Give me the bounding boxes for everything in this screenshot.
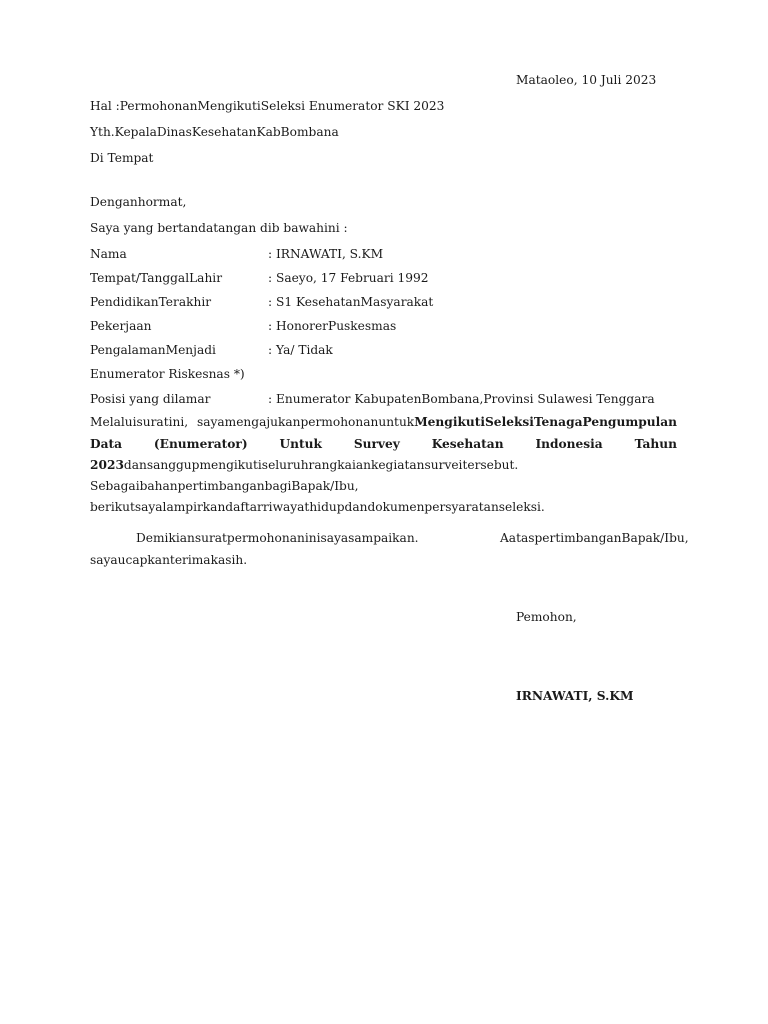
field-value-name: : IRNAWATI, S.KM — [268, 247, 384, 261]
field-label-occupation: Pekerjaan — [90, 319, 152, 333]
body-bold-year: 2023 — [90, 458, 124, 472]
body-line-1 — [90, 415, 677, 430]
location-line: Di Tempat — [90, 151, 154, 165]
subject-line: Hal :PermohonanMengikutiSeleksi Enumerator SKI 2023 — [90, 99, 445, 113]
body-word: Data — [90, 437, 122, 451]
field-value-education: : S1 KesehatanMasyarakat — [268, 295, 434, 309]
field-value-birth: : Saeyo, 17 Februari 1992 — [268, 271, 429, 285]
body-line-2 — [90, 437, 677, 452]
body-word: Untuk — [279, 437, 322, 451]
body-line-5: berikutsayalampirkandaftarriwayathidupdandokumenpersyaratanseleksi. — [90, 500, 545, 514]
field-label-education: PendidikanTerakhir — [90, 295, 212, 309]
field-value-position: : Enumerator KabupatenBombana,Provinsi Sulawesi Tenggara — [268, 392, 655, 406]
place-date: Mataoleo, 10 Juli 2023 — [516, 73, 657, 87]
closing-text-left: Demikiansuratpermohonaninisayasampaikan. — [136, 531, 419, 545]
body-word: Indonesia — [535, 437, 603, 451]
body-line-4: SebagaibahanpertimbanganbagiBapak/Ibu, — [90, 479, 359, 493]
field-label-enumerator: Enumerator Riskesnas *) — [90, 367, 245, 381]
body-word: Melaluisuratini, — [90, 415, 189, 429]
applicant-label: Pemohon, — [516, 610, 577, 624]
intro-line: Saya yang bertandatangan dib bawahini : — [90, 221, 348, 235]
body-word: Tahun — [634, 437, 677, 451]
body-word: Kesehatan — [431, 437, 504, 451]
greeting: Denganhormat, — [90, 195, 187, 209]
body-bold-text: MengikutiSeleksiTenagaPengumpulan — [414, 415, 677, 429]
closing-text-right: AataspertimbanganBapak/Ibu, — [500, 531, 689, 545]
field-label-experience: PengalamanMenjadi — [90, 343, 216, 357]
field-value-occupation: : HonorerPuskesmas — [268, 319, 397, 333]
body-word: sayamengajukanpermohonanuntuk — [196, 415, 415, 429]
body-word: (Enumerator) — [153, 437, 248, 451]
body-line-3 — [90, 458, 518, 473]
field-label-birth: Tempat/TanggalLahir — [90, 271, 223, 285]
field-label-name: Nama — [90, 247, 127, 261]
recipient-line: Yth.KepalaDinasKesehatanKabBombana — [90, 125, 339, 139]
closing-text-line-2: sayaucapkanterimakasih. — [90, 553, 248, 567]
body-text: dansanggupmengikutiseluruhrangkaiankegiatansurveitersebut. — [123, 458, 519, 472]
signature-name: IRNAWATI, S.KM — [516, 689, 634, 703]
body-word: Survey — [353, 437, 400, 451]
field-label-position: Posisi yang dilamar — [90, 392, 211, 406]
field-value-experience: : Ya/ Tidak — [268, 343, 333, 357]
